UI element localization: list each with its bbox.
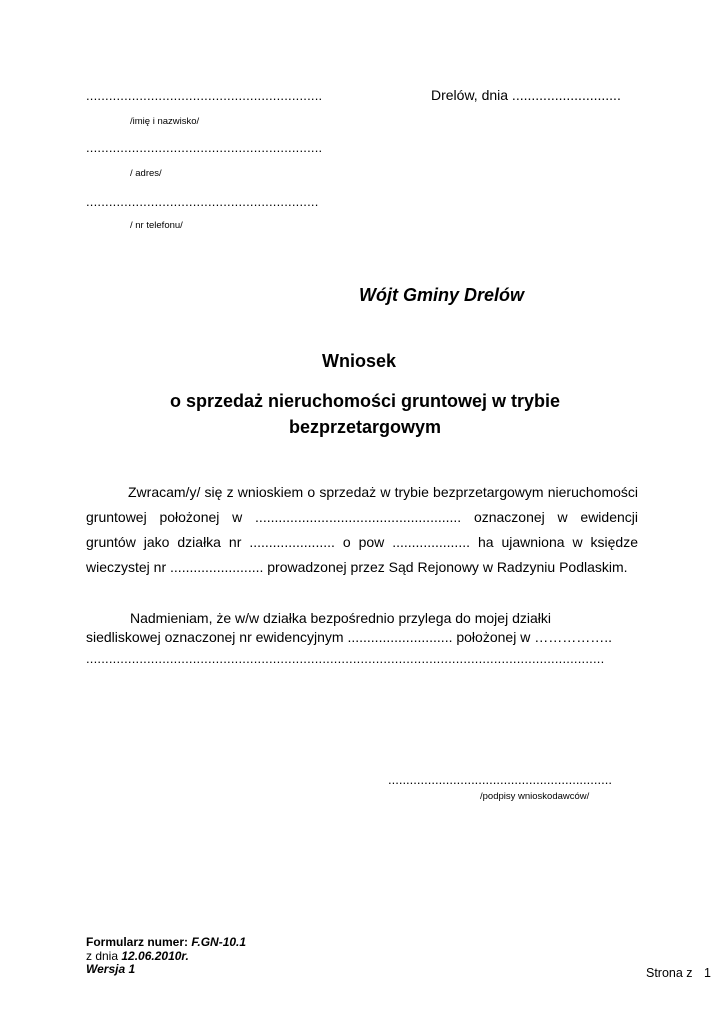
request-paragraph: Zwracam/y/ się z wnioskiem o sprzedaż w trybie bezprzetargowym nieruchomości gruntowej położonej w ..................................................... oznaczonej w ewidencji gruntów jako działka nr ...................... o pow .................... ha ujawniona w księdze wieczystej nr ........................ prowadzonej przez Sąd Rejonowy w Radzyniu Podlaskim. <box>86 484 638 575</box>
name-label: /imię i nazwisko/ <box>130 116 200 127</box>
page-indicator <box>646 966 711 980</box>
form-number: F.GN-10.1 <box>191 935 247 949</box>
form-number-label: Formularz numer: <box>86 935 189 949</box>
name-dotted-line: .............................................................. <box>86 88 323 103</box>
form-version: Wersja 1 <box>86 962 136 976</box>
document-title: Wniosek <box>322 351 397 371</box>
page-number: 1 <box>704 966 711 980</box>
form-number-row <box>86 936 246 950</box>
page-label: Strona z <box>646 966 693 980</box>
signature-label: /podpisy wnioskodawców/ <box>480 791 590 802</box>
form-info <box>86 936 246 977</box>
form-date-prefix: z dnia <box>86 948 119 963</box>
form-date-row <box>86 950 246 964</box>
address-dotted-line: .............................................................. <box>86 140 323 155</box>
document-subtitle: o sprzedaż nieruchomości gruntowej w trybie bezprzetargowym <box>169 391 561 437</box>
signature-dotted-line: .............................................................. <box>388 772 612 787</box>
form-version-row <box>86 963 246 977</box>
phone-dotted-line: ............................................................. <box>86 194 319 209</box>
place-date-line: Drelów, dnia ............................ <box>431 87 621 103</box>
phone-label: / nr telefonu/ <box>130 220 183 231</box>
addressee: Wójt Gminy Drelów <box>359 285 525 305</box>
adjacency-dotted-line: ........................................................................................................................................ <box>86 651 605 666</box>
adjacency-line-2: siedliskowej oznaczonej nr ewidencyjnym ........................... położonej w …………….. <box>86 629 612 645</box>
adjacency-line-1: Nadmieniam, że w/w działka bezpośrednio przylega do mojej działki <box>130 610 551 626</box>
address-label: / adres/ <box>130 168 162 179</box>
form-date: 12.06.2010r. <box>121 948 189 963</box>
